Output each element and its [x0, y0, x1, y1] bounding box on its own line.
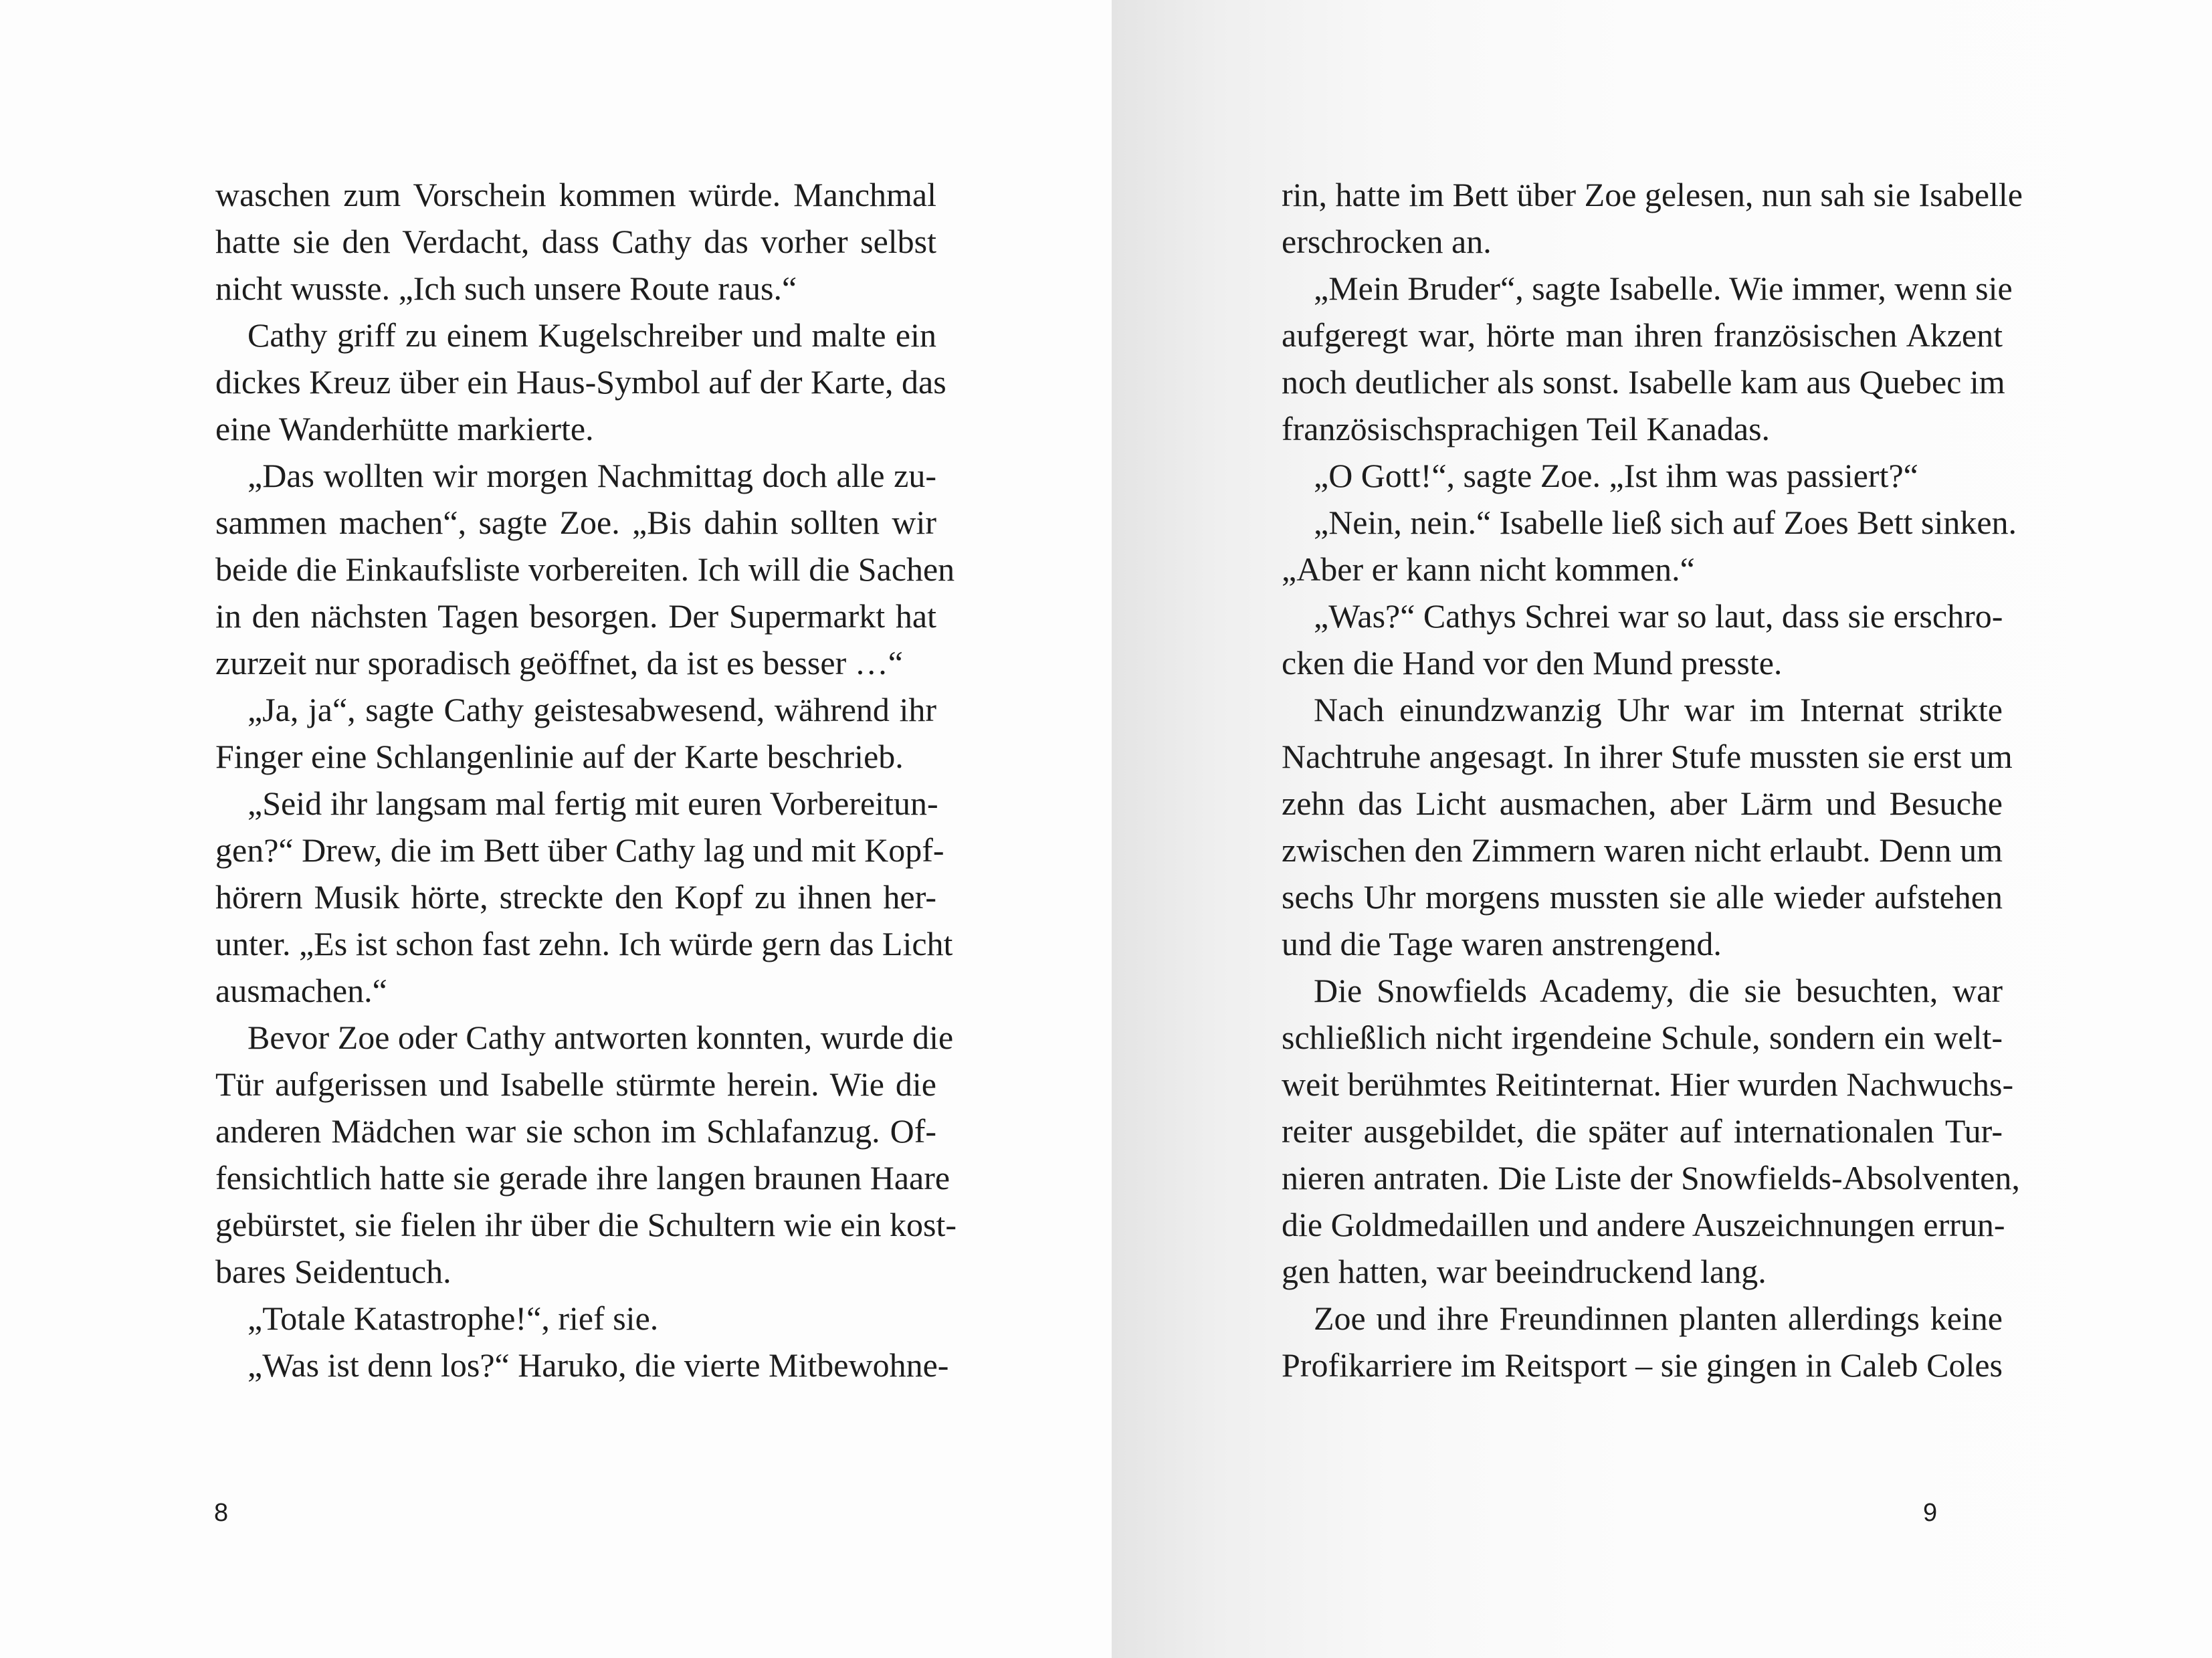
text-line: rin, hatte im Bett über Zoe gelesen, nun sah sie Isabelle [1282, 176, 2023, 213]
text-line: hörern Musik hörte, streckte den Kopf zu ihnen her- [215, 878, 936, 916]
text-line: reiter ausgebildet, die später auf internationalen Tur- [1282, 1112, 2003, 1150]
text-line: sammen machen“, sagte Zoe. „Bis dahin sollten wir [215, 504, 936, 541]
text-line: „Was?“ Cathys Schrei war so laut, dass sie erschro- [1314, 597, 2003, 635]
text-line: cken die Hand vor den Mund presste. [1282, 644, 1783, 682]
text-line: zwischen den Zimmern waren nicht erlaubt. Denn um [1282, 831, 2003, 869]
text-line: Finger eine Schlangenlinie auf der Karte beschrieb. [215, 738, 904, 775]
text-line: gebürstet, sie fielen ihr über die Schultern wie ein kost- [215, 1206, 957, 1243]
text-line: dickes Kreuz über ein Haus-Symbol auf der Karte, das [215, 363, 946, 401]
text-line: „Was ist denn los?“ Haruko, die vierte Mitbewohne- [247, 1346, 949, 1384]
text-line: Tür aufgerissen und Isabelle stürmte herein. Wie die [215, 1065, 936, 1103]
text-line: aufgeregt war, hörte man ihren französischen Akzent [1282, 316, 2003, 354]
text-line: Nach einundzwanzig Uhr war im Internat strikte [1314, 691, 2003, 728]
text-line: die Goldmedaillen und andere Auszeichnungen errun- [1282, 1206, 2005, 1243]
text-line: in den nächsten Tagen besorgen. Der Supermarkt hat [215, 597, 936, 635]
text-line: Nachtruhe angesagt. In ihrer Stufe mussten sie erst um [1282, 738, 2013, 775]
text-line: „Ja, ja“, sagte Cathy geistesabwesend, während ihr [247, 691, 936, 728]
right-page-text [1282, 171, 2023, 1388]
text-line: weit berühmtes Reitinternat. Hier wurden Nachwuchs- [1282, 1065, 2014, 1103]
text-line: hatte sie den Verdacht, dass Cathy das vorher selbst [215, 223, 936, 260]
text-line: „Das wollten wir morgen Nachmittag doch alle zu- [247, 457, 936, 494]
right-page [1112, 0, 2212, 1658]
text-line: gen?“ Drew, die im Bett über Cathy lag und mit Kopf- [215, 831, 944, 869]
text-line: beide die Einkaufsliste vorbereiten. Ich will die Sachen [215, 550, 955, 588]
text-line: anderen Mädchen war sie schon im Schlafanzug. Of- [215, 1112, 936, 1150]
page-number-right: 9 [1923, 1499, 1938, 1527]
text-line: fensichtlich hatte sie gerade ihre langen braunen Haare [215, 1159, 950, 1197]
text-line: zehn das Licht ausmachen, aber Lärm und Besuche [1282, 785, 2003, 822]
text-line: Profikarriere im Reitsport – sie gingen in Caleb Coles [1282, 1346, 2003, 1384]
text-line: eine Wanderhütte markierte. [215, 410, 594, 447]
text-line: noch deutlicher als sonst. Isabelle kam aus Quebec im [1282, 363, 2005, 401]
text-line: Cathy griff zu einem Kugelschreiber und malte ein [247, 316, 936, 354]
text-line: gen hatten, war beeindruckend lang. [1282, 1253, 1767, 1290]
text-line: „Totale Katastrophe!“, rief sie. [247, 1300, 659, 1337]
text-line: „O Gott!“, sagte Zoe. „Ist ihm was passiert?“ [1314, 457, 1918, 494]
page-number-left: 8 [214, 1499, 229, 1527]
text-line: unter. „Es ist schon fast zehn. Ich würde gern das Licht [215, 925, 953, 962]
text-line: „Mein Bruder“, sagte Isabelle. Wie immer, wenn sie [1314, 270, 2013, 307]
text-line: bares Seidentuch. [215, 1253, 451, 1290]
text-line: nicht wusste. „Ich such unsere Route raus.“ [215, 270, 797, 307]
text-line: „Seid ihr langsam mal fertig mit euren Vorbereitun- [247, 785, 938, 822]
text-line: zurzeit nur sporadisch geöffnet, da ist es besser …“ [215, 644, 903, 682]
text-line: sechs Uhr morgens mussten sie alle wieder aufstehen [1282, 878, 2003, 916]
text-line: ausmachen.“ [215, 972, 387, 1009]
text-line: „Nein, nein.“ Isabelle ließ sich auf Zoes Bett sinken. [1314, 504, 2017, 541]
text-line: Zoe und ihre Freundinnen planten allerdings keine [1314, 1300, 2003, 1337]
text-line: schließlich nicht irgendeine Schule, sondern ein welt- [1282, 1019, 2003, 1056]
left-page-text [215, 171, 957, 1388]
text-line: nieren antraten. Die Liste der Snowfields-Absolventen, [1282, 1159, 2020, 1197]
text-line: Bevor Zoe oder Cathy antworten konnten, wurde die [247, 1019, 954, 1056]
text-line: waschen zum Vorschein kommen würde. Manchmal [215, 176, 936, 213]
text-line: erschrocken an. [1282, 223, 1492, 260]
text-line: Die Snowfields Academy, die sie besuchten, war [1314, 972, 2003, 1009]
text-line: „Aber er kann nicht kommen.“ [1282, 550, 1695, 588]
text-line: französischsprachigen Teil Kanadas. [1282, 410, 1771, 447]
text-line: und die Tage waren anstrengend. [1282, 925, 1722, 962]
